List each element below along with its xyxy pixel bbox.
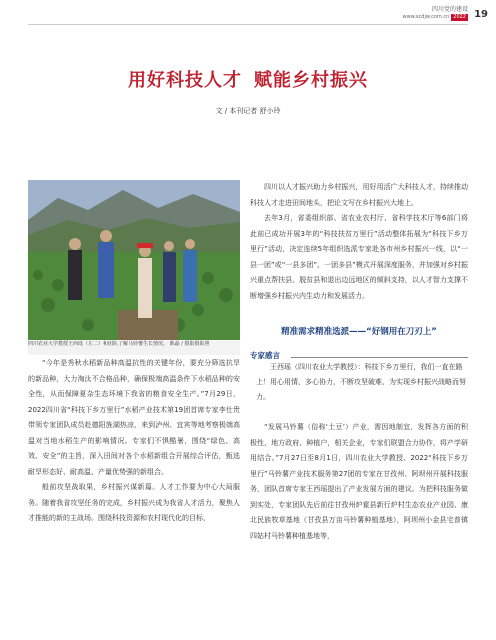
expert-divider <box>291 357 468 358</box>
paragraph: 四川以人才振兴助力乡村振兴，用好用活广大科技人才，持续推动科技人才走进田间地头，把论文写在乡村振兴大地上。 <box>250 183 468 207</box>
publication-url-line <box>403 14 468 21</box>
paragraph: 去年3月，省委组织部、省农业农村厅、省科学技术厅等6部门将此前已成功开展3年的“科技扶贫万里行”活动整体拓展为“科技下乡万里行”活动，决定连续5年组织选派专家赴各市州乡村振兴一线，以“一县一团”或“一县多团”、一团多县”模式开展深度服务，并加强对乡村振兴重点帮扶县、脱贫县和退出边远地区的倾斜支持，以人才智力支撑不断增强乡村振兴内生动力和发展活力。 <box>250 214 468 300</box>
article-byline: 文 / 本刊记者 舒小玲 <box>215 107 281 115</box>
left-column <box>28 356 240 527</box>
article-photo <box>28 180 240 340</box>
publication-url: www.scdjw.com.cn <box>402 14 450 20</box>
page-number: 19 <box>474 9 488 20</box>
section-heading: 精准需求精准选派——“好钢用在刀刃上” <box>281 327 437 337</box>
expert-quote <box>256 360 466 405</box>
year-badge: 2022 <box>453 14 466 20</box>
page-header <box>402 6 488 21</box>
right-column-bottom <box>250 420 468 544</box>
quote-text: 王西瑶（四川农业大学教授）：科技下乡万里行，我们一直在路上！用心用情，多心协力，不断攻坚破难，为实现乡村振兴战略而努力。 <box>256 363 466 401</box>
publication-name: 四川党的建设 <box>431 6 468 13</box>
paragraph: 般前攻坚战取果，乡村振兴谋新篇。人才工作要为中心大局服务。随着我省攻坚任务的完成，乡村振兴成为我省人才活力，聚焦人才推能的新的主战场。围绕科技资源和农村现代化的目标， <box>28 483 240 522</box>
right-column-top <box>250 180 468 304</box>
article-title <box>0 66 496 92</box>
paragraph: “今年是秀秋水稻新品种高温抗性的关键年份，要充分筛选抗旱的新品种，大力淘汰不合格品种，确保极端高温条件下水稻品种的安全性，从而保障夏杂生态环境下我省的粮食安全生产。”7月29日，2022四川省“科技下乡万里行”水稻产业技术第19团首席专家李仕贵带领专家团队成员赴德阳旌湖热凉，来到泸州、宜宾等地考察极端高温对当地水稻生产的影响情况。专家们不惧酷暑，围绕“绿色、高效、安全”的主旨，深入田间对各个水稻新组合开展综合评估，甄选耐旱形态好、耐高温、产量优势强的新组合。 <box>28 359 240 476</box>
photo-caption: 四川农业大学教授王西瑶（左二）和团队了解马铃薯生长情况。 陈磊 / 摄影摄影照 <box>28 341 240 355</box>
field-photo-illustration <box>28 180 240 340</box>
header-divider <box>28 24 468 25</box>
paragraph: “发展马铃薯（俗称‘土豆’）产业，需因地制宜，发挥各方面的积极性，地方政府、种植户，相关企业，专家们联盟合力协作，将产学研用结合。”7月27日至8月1日，四川农业大学教授、2022“科技下乡万里行”马铃薯产业技术服务第27团的专家在甘孜州、阿坝州开展科技服务，团队首席专家王西瑶提出了产业发展方面的建议。为把科技服务做到实处，专家团队先后前往甘孜州炉霍县新行炉村生态农业产业园、康北民族牧草基地（甘孜县万亩马铃薯种植基地），阿坝州小金县宅普镇四姑村马铃薯种植基地等， <box>250 423 468 540</box>
title-part-2: 赋能乡村振兴 <box>254 70 368 91</box>
title-part-1: 用好科技人才 <box>128 70 242 91</box>
expert-label: 专家感言 <box>250 351 280 360</box>
